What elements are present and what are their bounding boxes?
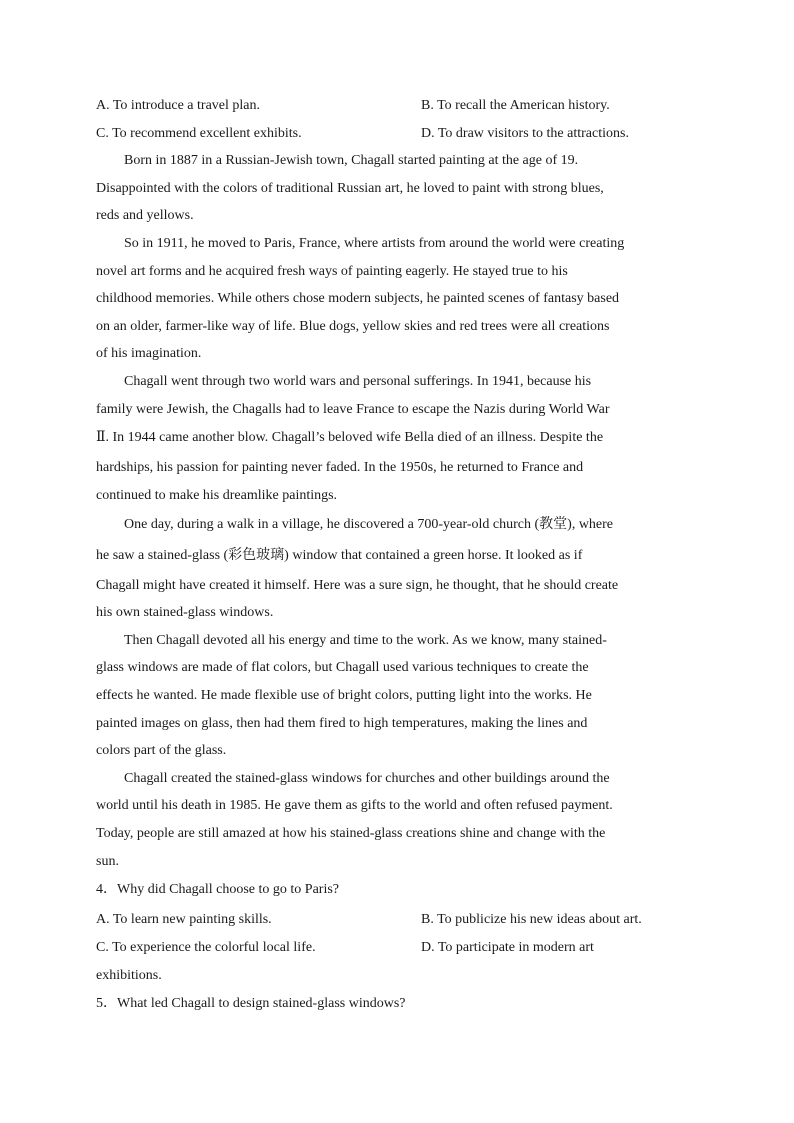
passage-p6-line: sun. [96, 854, 119, 869]
passage-p1-line: Born in 1887 in a Russian-Jewish town, Chagall started painting at the age of 19. [124, 153, 579, 168]
question-5: 5．What led Chagall to design stained-glass windows? [96, 996, 406, 1011]
passage-p5-line: glass windows are made of flat colors, but Chagall used various techniques to create the [96, 660, 589, 675]
passage-p5-line: effects he wanted. He made flexible use of bright colors, putting light into the works. He [96, 688, 592, 703]
passage-p3-line: continued to make his dreamlike paintings. [96, 488, 338, 503]
passage-p5-line: colors part of the glass. [96, 743, 227, 758]
q4-option-b: B. To publicize his new ideas about art. [421, 912, 642, 927]
passage-p6-line: Today, people are still amazed at how his stained-glass creations shine and change with the [96, 826, 606, 841]
passage-p1-line: reds and yellows. [96, 208, 194, 223]
passage-p4-line: he saw a stained-glass (彩色玻璃) window that contained a green horse. It looked as if [96, 548, 583, 563]
passage-p3-line: Chagall went through two world wars and personal sufferings. In 1941, because his [124, 374, 592, 389]
q3-option-a: A. To introduce a travel plan. [96, 98, 260, 113]
question-4: 4．Why did Chagall choose to go to Paris? [96, 882, 340, 897]
passage-p2-line: So in 1911, he moved to Paris, France, where artists from around the world were creating [124, 236, 625, 251]
passage-p3-line: family were Jewish, the Chagalls had to leave France to escape the Nazis during World War [96, 402, 610, 417]
passage-p2-line: novel art forms and he acquired fresh ways of painting eagerly. He stayed true to his [96, 264, 568, 279]
q4-option-d: D. To participate in modern art [421, 940, 594, 955]
passage-p1-line: Disappointed with the colors of traditional Russian art, he loved to paint with strong blues, [96, 181, 604, 196]
passage-p5-line: painted images on glass, then had them fired to high temperatures, making the lines and [96, 716, 588, 731]
passage-p3-line: hardships, his passion for painting never faded. In the 1950s, he returned to France and [96, 460, 584, 475]
passage-p3-line: Ⅱ. In 1944 came another blow. Chagall’s beloved wife Bella died of an illness. Despite the [96, 430, 604, 445]
q3-option-c: C. To recommend excellent exhibits. [96, 126, 302, 141]
q3-option-d: D. To draw visitors to the attractions. [421, 126, 629, 141]
q4-option-a: A. To learn new painting skills. [96, 912, 272, 927]
passage-p6-line: Chagall created the stained-glass windows for churches and other buildings around the [124, 771, 610, 786]
q4-option-d-continued: exhibitions. [96, 968, 162, 983]
passage-p4-line: Chagall might have created it himself. Here was a sure sign, he thought, that he should create [96, 578, 619, 593]
q4-option-c: C. To experience the colorful local life. [96, 940, 316, 955]
passage-p4-line: One day, during a walk in a village, he discovered a 700-year-old church (教堂), where [124, 517, 614, 532]
passage-p5-line: Then Chagall devoted all his energy and time to the work. As we know, many stained- [124, 633, 607, 648]
passage-p2-line: childhood memories. While others chose modern subjects, he painted scenes of fantasy based [96, 291, 620, 306]
passage-p4-line: his own stained-glass windows. [96, 605, 274, 620]
passage-p2-line: of his imagination. [96, 346, 202, 361]
passage-p2-line: on an older, farmer-like way of life. Blue dogs, yellow skies and red trees were all creations [96, 319, 610, 334]
passage-p6-line: world until his death in 1985. He gave them as gifts to the world and often refused payment. [96, 798, 613, 813]
q3-option-b: B. To recall the American history. [421, 98, 610, 113]
